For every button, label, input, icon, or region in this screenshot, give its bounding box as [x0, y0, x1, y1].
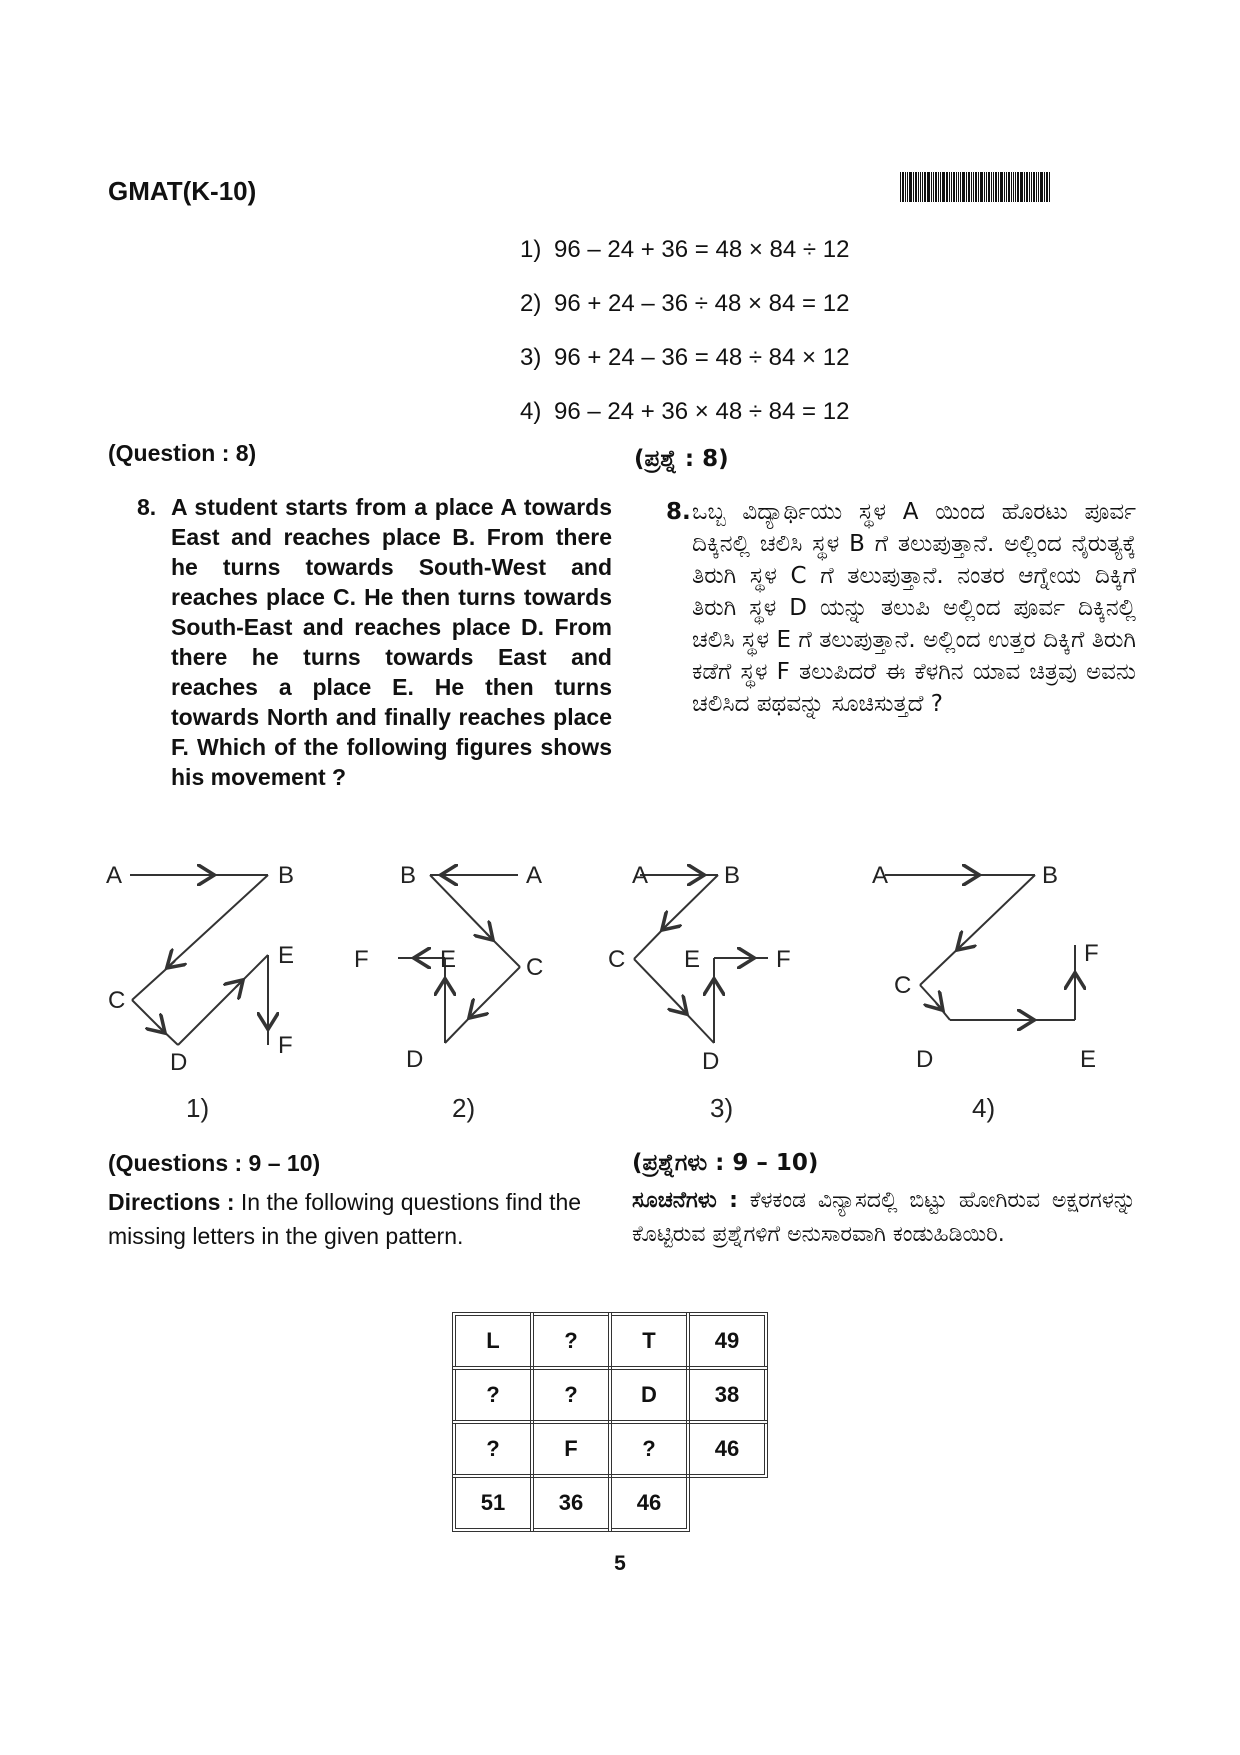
question-8-text-kn: [666, 496, 1136, 720]
fig3-label-c: C: [608, 946, 626, 973]
grid-cell: 36: [530, 1474, 612, 1532]
grid-cell: 46: [608, 1474, 690, 1532]
fig4-label-c: C: [894, 972, 912, 999]
fig2-label-b: B: [400, 862, 417, 889]
option-3: [520, 340, 849, 394]
grid-cell: D: [608, 1366, 690, 1424]
fig3-label-f: F: [776, 946, 791, 973]
fig4-label-e: E: [1080, 1046, 1097, 1073]
grid-cell: 49: [686, 1312, 768, 1370]
option-text: 96 – 24 + 36 × 48 ÷ 84 = 12: [554, 398, 850, 425]
grid-cell: ?: [530, 1366, 612, 1424]
option-number: 2): [520, 290, 542, 317]
previous-question-options: [520, 232, 849, 448]
question-number: 8.: [666, 499, 691, 525]
option-number: 1): [520, 236, 542, 263]
fig3-label-e: E: [684, 946, 701, 973]
question-number: 8.: [137, 494, 157, 520]
grid-cell: 38: [686, 1366, 768, 1424]
grid-cell: ?: [452, 1366, 534, 1424]
option-text: 96 + 24 – 36 = 48 ÷ 84 × 12: [554, 344, 850, 371]
option-number: 4): [520, 398, 542, 425]
option-text: 96 – 24 + 36 = 48 × 84 ÷ 12: [554, 236, 850, 263]
directions-kn: [632, 1150, 1136, 1252]
directions-text: ಕೆಳಕಂಡ ವಿನ್ಯಾಸದಲ್ಲಿ ಬಿಟ್ಟು ಹೋಗಿರುವ ಅಕ್ಷರಗಳನ್ನು ಕೊಟ್ಟಿರುವ ಪ್ರಶ್ನೆಗಳಿಗೆ ಅನುಸಾರವಾಗಿ ಕಂಡುಹಿಡಿಯಿರಿ.: [632, 1188, 1136, 1247]
figure-3-option: 3): [710, 1093, 734, 1123]
directions-en: [108, 1150, 608, 1253]
fig1-label-e: E: [278, 942, 295, 969]
question-text: ಒಬ್ಬ ವಿದ್ಯಾರ್ಥಿಯು ಸ್ಥಳ A ಯಿಂದ ಹೊರಟು ಪೂರ್ವ ದಿಕ್ಕಿನಲ್ಲಿ ಚಲಿಸಿ ಸ್ಥಳ B ಗೆ ತಲುಪುತ್ತಾನೆ. ಅಲ್ಲಿಂದ ನೈರುತ್ಯಕ್ಕೆ ತಿರುಗಿ ಸ್ಥಳ C ಗೆ ತಲುಪುತ್ತಾನೆ. ನಂತರ ಆಗ್ನೇಯ ದಿಕ್ಕಿಗೆ ತಿರುಗಿ ಸ್ಥಳ D ಯನ್ನು ತಲುಪಿ ಅಲ್ಲಿಂದ ಪೂರ್ವ ದಿಕ್ಕಿನಲ್ಲಿ ಚಲಿಸಿ ಸ್ಥಳ E ಗೆ ತಲುಪುತ್ತಾನೆ. ಅಲ್ಲಿಂದ ಉತ್ತರ ದಿಕ್ಕಿಗೆ ತಿರುಗಿ ಕಡೆಗೆ ಸ್ಥಳ F ತಲುಪಿದರೆ ಈ ಕೆಳಗಿನ ಯಾವ ಚಿತ್ರವು ಅವನು ಚಲಿಸಿದ ಪಥವನ್ನು ಸೂಚಿಸುತ್ತದೆ ?: [692, 499, 1136, 717]
directions-label: Directions :: [108, 1189, 235, 1215]
option-4: [520, 394, 849, 448]
directions-label: ಸೂಚನೆಗಳು :: [632, 1188, 738, 1213]
question-8-label-kn: (ಪ್ರಶ್ನೆ : 8): [634, 446, 729, 472]
figure-1-option: 1): [186, 1093, 210, 1123]
questions-9-10-label-en: (Questions : 9 – 10): [108, 1150, 321, 1176]
grid-cell: 51: [452, 1474, 534, 1532]
grid-cell: ?: [530, 1312, 612, 1370]
barcode: [900, 172, 1115, 202]
question-text: A student starts from a place A towards East and reaches place B. From there he turns towards South-West and reaches place C. He then turns towards South-East and reaches place D. From there he turns towards East and reaches a place E. He then turns towards North and finally reaches place F. Which of the following figures shows his movement ?: [171, 494, 612, 790]
option-2: [520, 286, 849, 340]
fig1-label-d: D: [170, 1049, 188, 1076]
option-1: [520, 232, 849, 286]
fig4-label-b: B: [1042, 862, 1059, 889]
grid-cell: ?: [452, 1420, 534, 1478]
page-number: 5: [614, 1552, 626, 1575]
fig3-label-a: A: [632, 862, 649, 889]
fig4-label-a: A: [872, 862, 889, 889]
fig1-label-a: A: [106, 862, 123, 889]
fig1-label-f: F: [278, 1032, 293, 1059]
fig2-label-e: E: [440, 946, 457, 973]
figure-1-path: [130, 875, 268, 1045]
fig1-label-c: C: [108, 987, 126, 1014]
grid-cell: F: [530, 1420, 612, 1478]
figure-4-path: [885, 875, 1075, 1020]
header-code: GMAT(K-10): [108, 176, 257, 206]
fig4-label-f: F: [1084, 940, 1099, 967]
grid-cell: 46: [686, 1420, 768, 1478]
figure-4-option: 4): [972, 1093, 996, 1123]
fig3-label-b: B: [724, 862, 741, 889]
figure-3-path: [634, 875, 768, 1043]
question-8-label-en: (Question : 8): [108, 440, 257, 466]
fig2-label-d: D: [406, 1046, 424, 1073]
fig2-label-a: A: [526, 862, 543, 889]
fig1-label-b: B: [278, 862, 295, 889]
grid-cell: ?: [608, 1420, 690, 1478]
grid-cell: T: [608, 1312, 690, 1370]
figure-2-path: [398, 875, 520, 1043]
figure-2-option: 2): [452, 1093, 476, 1123]
directions-text: In the following questions find the missing letters in the given pattern.: [108, 1189, 582, 1249]
question-8-text-en: [137, 492, 612, 792]
movement-figures: [100, 855, 1180, 1125]
fig2-label-f: F: [354, 946, 369, 973]
fig2-label-c: C: [526, 954, 544, 981]
grid-cell: L: [452, 1312, 534, 1370]
option-text: 96 + 24 – 36 ÷ 48 × 84 = 12: [554, 290, 850, 317]
questions-9-10-label-kn: (ಪ್ರಶ್ನೆಗಳು : 9 – 10): [632, 1150, 819, 1176]
option-number: 3): [520, 344, 542, 371]
fig3-label-d: D: [702, 1048, 720, 1075]
fig4-label-d: D: [916, 1046, 934, 1073]
